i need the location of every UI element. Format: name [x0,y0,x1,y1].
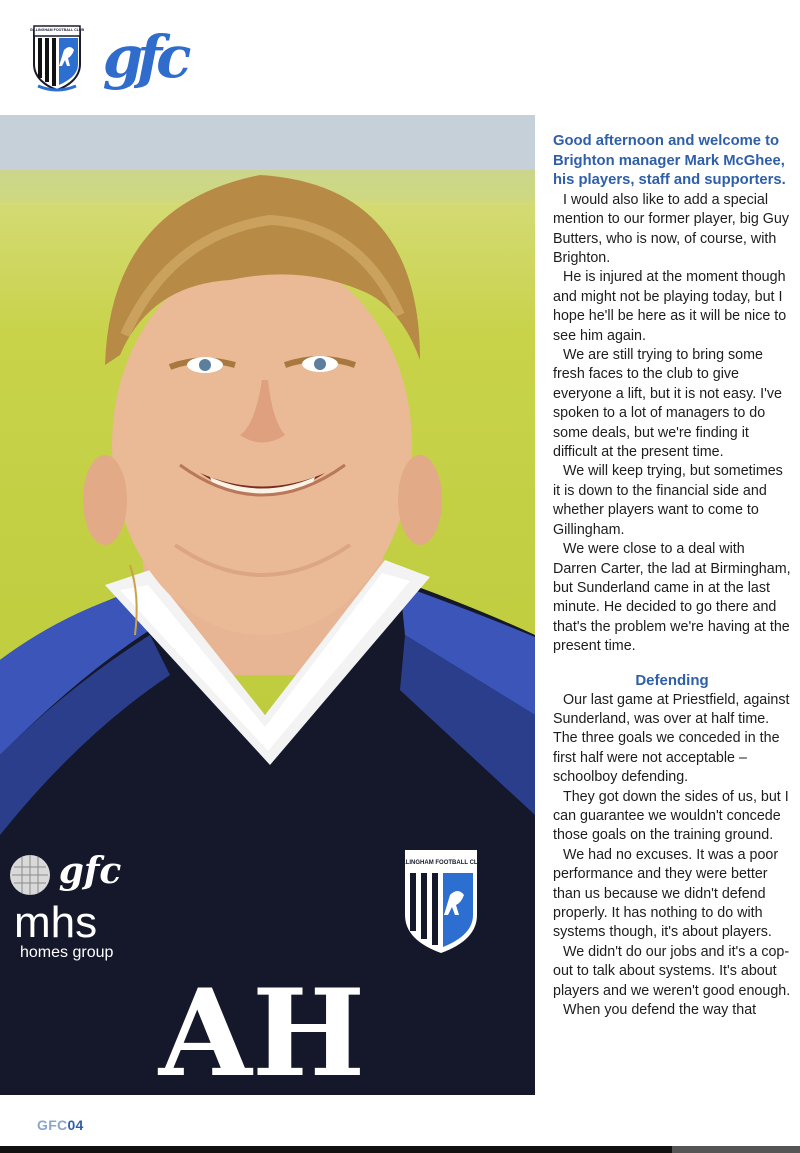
shirt-initials: AH [158,963,366,1095]
article-paragraph: When you defend the way that [563,1002,757,1019]
article-paragraph: We are still trying to bring some fresh faces to the club to give everyone a lift, but it is not easy. I've spoken to a lot of managers to do some deals, but we're finding it difficult at the present time. [553,347,782,461]
manager-portrait-illustration [0,115,535,1095]
gfc-logo-icon [94,22,198,92]
article-paragraph: We will keep trying, but sometimes it is down to the financial side and whether players want to come to Gillingham. [553,463,783,538]
manager-photo [0,115,535,1095]
article-paragraph: I would also like to add a special mention to our former player, big Guy Butters, who is now, of course, with Brighton. [553,191,790,266]
page-number [37,1117,84,1133]
page-bottom-edge [0,1146,800,1153]
shirt-sponsor-logo: gfc [58,850,122,892]
article-paragraph: We didn't do our jobs and it's a cop-out to talk about systems. It's about players and we weren't good enough. [553,943,791,999]
article-paragraph: We were close to a deal with Darren Carter, the lad at Birmingham, but Sunderland came in at the last minute. He decided to go there and that's the problem we're having at the present time. [553,541,791,655]
shirt-sponsor-tagline: homes group [20,944,114,961]
page-number-prefix: GFC [37,1117,68,1133]
manager-column [553,132,791,1020]
shirt-badge-text: GILLINGHAM FOOTBALL CLUB [395,860,487,866]
shirt-sponsor-name: mhs [14,898,98,947]
article-paragraph: He is injured at the moment though and might not be playing today, but I hope he'll be here as it will be nice to see him again. [553,269,787,344]
article-paragraph: We had no excuses. It was a poor performance and they were better than us because we didn't defend properly. It has nothing to do with systems though, it's about players. [553,846,779,941]
gfc-logo-text: gfc [102,23,186,91]
page-header [0,0,800,112]
article-intro: Good afternoon and welcome to Brighton manager Mark McGhee, his players, staff and supporters. [553,133,786,189]
article-paragraph: They got down the sides of us, but I can guarantee we wouldn't concede those goals on the training ground. [553,788,789,844]
club-crest-icon [28,22,86,92]
article-paragraph: Our last game at Priestfield, against Sunderland, was over at half time. The three goals we conceded in the first half were not acceptable – schoolboy defending. [553,691,790,786]
page-number-value: 04 [67,1117,84,1133]
crest-text: GILLINGHAM FOOTBALL CLUB [29,28,85,32]
article-subheading: Defending [635,671,709,689]
